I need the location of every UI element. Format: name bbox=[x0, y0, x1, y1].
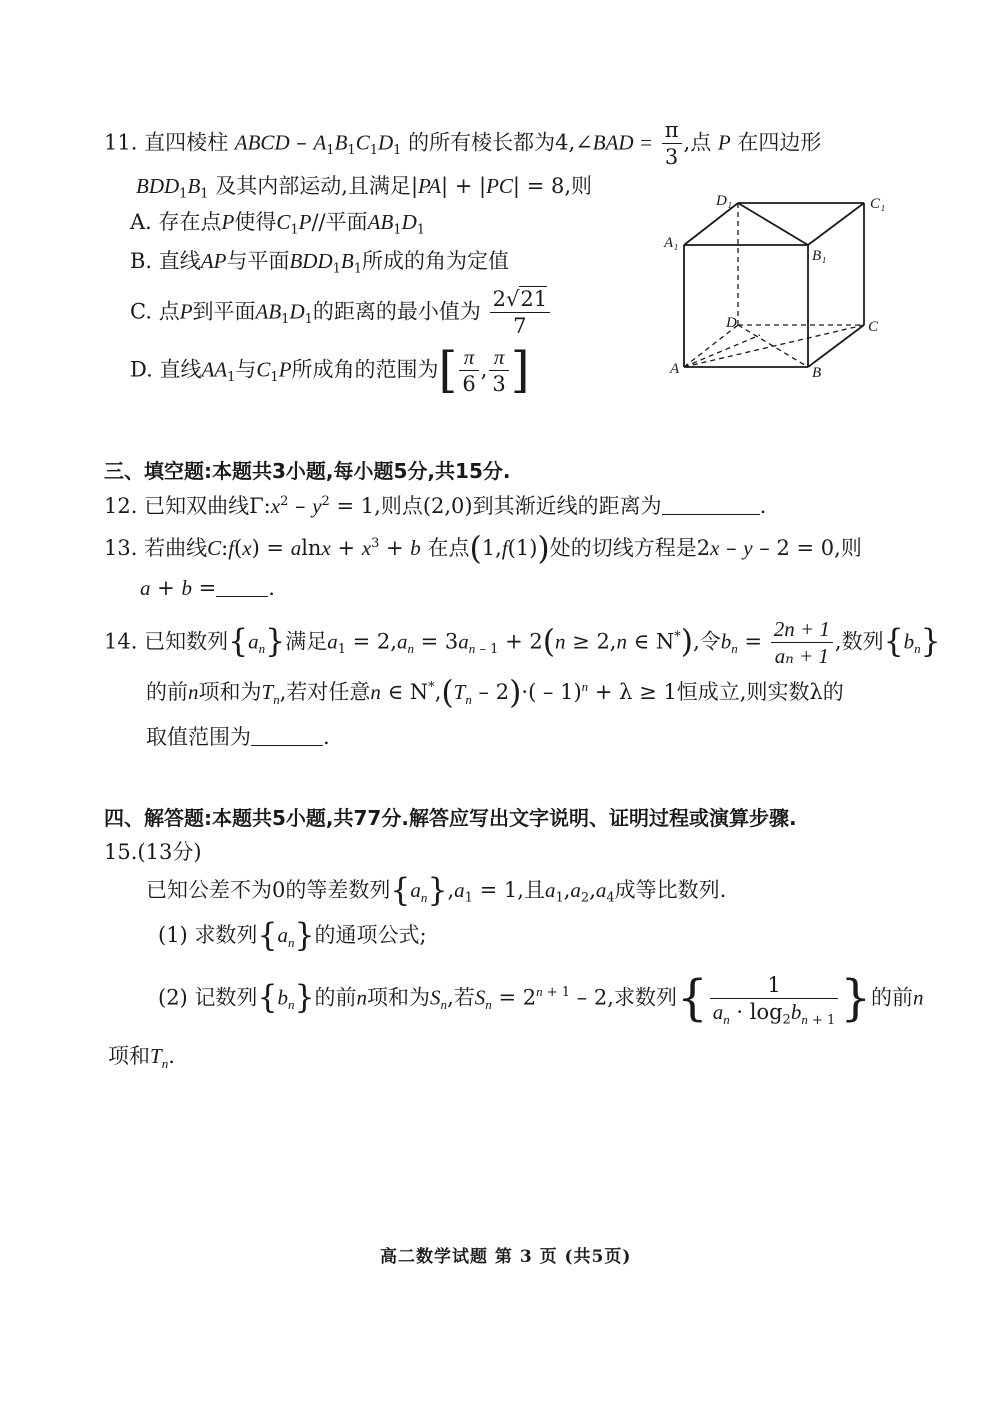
q15-fraction: $\frac{1}{a_n \cdot \log_2b_{n + 1}}$ bbox=[710, 972, 839, 1026]
q11-stem-line2: $BDD_1B_1$ 及其内部运动,且满足|PA| + |PC| = 8,则 bbox=[136, 174, 592, 202]
q15-part1: (1) 求数列$\{a_n\}$的通项公式; bbox=[158, 917, 427, 954]
q11-option-c: C. 点P到平面$AB_1D_1$的距离的最小值为 $\frac{2√21}{7}$ bbox=[130, 286, 552, 340]
page-footer: 高二数学试题 第 3 页 (共5页) bbox=[380, 1247, 632, 1267]
edge-b1-c1 bbox=[808, 203, 864, 245]
label-b: B bbox=[812, 365, 822, 381]
q14-answer-blank[interactable] bbox=[251, 724, 323, 746]
section4-title: 四、解答题:本题共5小题,共77分.解答应写出文字说明、证明过程或演算步骤. bbox=[104, 806, 797, 830]
q11-option-a: A. 存在点P使得$C_1P//$平面$AB_1D_1$ bbox=[130, 210, 426, 238]
label-c1: C₁ bbox=[870, 196, 886, 212]
q14-line2: 的前n项和为$T_n$,若对任意n ∈ $N^*,(T_n - 2)\cdot( - 1)^n + \lambda \ge 1$恒成立,则实数λ的 bbox=[146, 674, 844, 711]
line-a-p-hidden bbox=[684, 335, 760, 367]
q11-stem-line1: 11. 直四棱柱 ABCD – $A_1B_1C_1D_1$ 的所有棱长都为4,∠BAD = $\frac{\pi}{3}$ ,点 P 在四边形 bbox=[104, 118, 822, 170]
q11-c-fraction: $\frac{2√21}{7}$ bbox=[490, 286, 551, 340]
label-a1: A₁ bbox=[664, 235, 679, 251]
label-a: A bbox=[670, 361, 680, 377]
q15-intro: 已知公差不为0的等差数列$\{a_n\},a_1 = 1$,且$a_1,a_2,a_4$成等比数列. bbox=[146, 872, 727, 909]
label-c: C bbox=[868, 319, 879, 335]
label-d: D bbox=[726, 315, 737, 331]
q15-part2: (2) 记数列$\{b_n\}$的前n项和为$S_n$,若$S_n = 2^{n + 1} - 2$,求数列{ $\frac{1}{a_n \cdot \log_2b_{n + 1}}$ }的前n bbox=[158, 970, 924, 1028]
q11-number: 11. bbox=[104, 130, 138, 155]
label-b1: B₁ bbox=[812, 248, 827, 264]
q13-line2: a + b = . bbox=[140, 576, 275, 600]
q11-option-d: D. 直线$AA_1$与$C_1P$所成角的范围为[ $\frac{\pi}{6}$ , $\frac{\pi}{3}$ ] bbox=[130, 342, 530, 399]
edge-d1-b1 bbox=[738, 203, 808, 245]
q12: 12. 已知双曲线$\Gamma:x^2 - y^2 = 1$,则点(2,0)到其渐近线的距离为 . bbox=[104, 494, 767, 518]
q15-last-line: 项和$T_n$. bbox=[108, 1044, 175, 1071]
q14-line1: 14. 已知数列$\{a_n\}$满足$a_1 = 2,a_n = 3a_{n - 1} + 2(n \ge 2,n$ ∈ N*),令$b_n$ = $\frac{2n + 1}{\text{aₙ + 1}}$ ,数列$\{b_n\}$ bbox=[104, 617, 941, 669]
edge-a1-d1 bbox=[684, 203, 738, 245]
q13-answer-blank[interactable] bbox=[216, 575, 268, 597]
q14-bn-fraction: $\frac{2n + 1}{\text{aₙ + 1}}$ bbox=[771, 616, 833, 670]
q11-angle-fraction: $\frac{\pi}{3}$ bbox=[662, 117, 682, 171]
q12-answer-blank[interactable] bbox=[662, 493, 760, 515]
q14-line3: 取值范围为 . bbox=[146, 725, 330, 749]
diag-d-b-hidden bbox=[738, 325, 808, 367]
prism-figure bbox=[660, 185, 900, 385]
label-d1: D₁ bbox=[716, 193, 733, 209]
q11-option-b: B. 直线AP与平面$BDD_1B_1$所成的角为定值 bbox=[130, 249, 510, 277]
section3-title: 三、填空题:本题共3小题,每小题5分,共15分. bbox=[104, 459, 511, 483]
q15-header: 15.(13分) bbox=[104, 840, 202, 864]
q13-line1: 13. 若曲线C:f(x) = $alnx + x^3 + b$ 在点(1,f(1))处的切线方程是2x – y – 2 = 0,则 bbox=[104, 530, 862, 567]
